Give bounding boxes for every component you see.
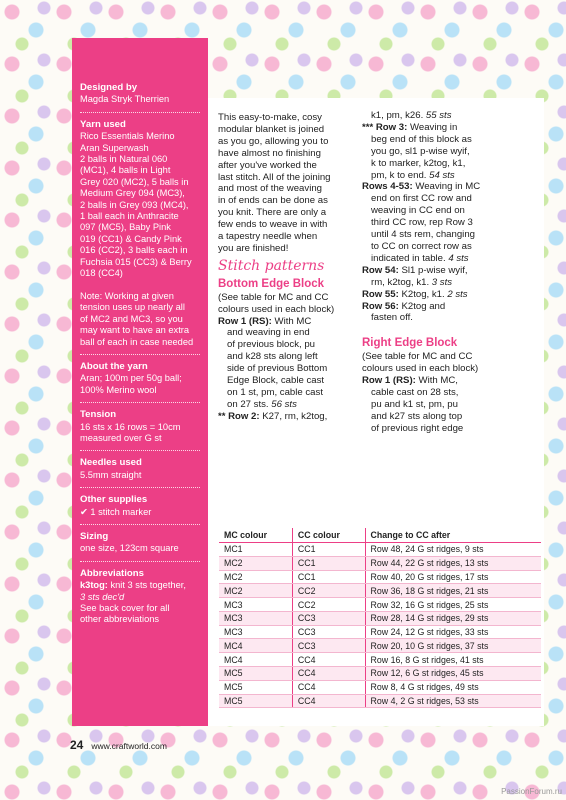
row-text: With MC, xyxy=(415,375,458,387)
table-cell: Row 16, 8 G st ridges, 41 sts xyxy=(365,653,541,667)
sidebar-heading: Tension xyxy=(80,409,117,421)
text-column-1 xyxy=(218,112,358,423)
bottom-edge-note: (See table for MC and CC colours used in each block) xyxy=(218,291,335,315)
stitch-count: 4 sts xyxy=(448,252,469,264)
intro-text: This easy-to-make, cosy modular blanket is joined as you go, allowing you to have almost no finishing after you've worked the last stitch. All of the joining and most of the weaving in of ends can be done as you knit. There are only a few ends to weave in with a tapestry needle when you are finished! xyxy=(218,112,331,254)
colour-change-table xyxy=(219,528,541,708)
table-row xyxy=(219,570,541,584)
stitch-count: 56 sts xyxy=(271,398,297,410)
table-cell: Row 8, 4 G st ridges, 49 sts xyxy=(365,680,541,694)
stitch-count: 55 sts xyxy=(425,110,452,121)
table-cell: CC3 xyxy=(292,625,365,639)
right-edge-heading: Right Edge Block xyxy=(362,337,458,350)
table-cell: MC2 xyxy=(219,556,292,570)
sidebar-section-abbreviations xyxy=(80,568,200,632)
table-cell: Row 48, 24 G st ridges, 9 sts xyxy=(365,543,541,557)
row-text: K2tog, k1. xyxy=(398,288,448,300)
abbr-term: k3tog: xyxy=(80,580,108,591)
abbr-note: 3 sts dec'd xyxy=(80,591,125,602)
table-cell: MC2 xyxy=(219,570,292,584)
row-text: With MC xyxy=(271,315,312,327)
table-row xyxy=(219,584,541,598)
footer-website: www.craftworld.com xyxy=(91,741,167,751)
table-cell: MC4 xyxy=(219,653,292,667)
table-row xyxy=(219,680,541,694)
stitch-count: 3 sts xyxy=(431,276,453,288)
table-cell: Row 4, 2 G st ridges, 53 sts xyxy=(365,694,541,708)
table-cell: MC3 xyxy=(219,611,292,625)
sidebar-heading: Designed by xyxy=(80,82,138,93)
row-text: end on first CC row and weaving in CC end on third CC row, rep Row 3 until 4 sts rem, changing to CC on correct row as indicated in table. xyxy=(371,193,475,264)
table-cell: MC3 xyxy=(219,598,292,612)
table-cell: Row 44, 22 G st ridges, 13 sts xyxy=(365,556,541,570)
sidebar-heading: Needles used xyxy=(80,457,142,469)
row-label: Row 55: xyxy=(362,288,399,300)
table-cell: CC1 xyxy=(292,543,365,557)
table-cell: CC4 xyxy=(292,667,365,681)
table-row xyxy=(219,694,541,708)
row-text: Weaving in xyxy=(407,121,458,133)
table-cell: Row 40, 20 G st ridges, 17 sts xyxy=(365,570,541,584)
table-cell: Row 28, 14 G st ridges, 29 sts xyxy=(365,611,541,625)
sidebar-heading: About the yarn xyxy=(80,360,148,372)
table-cell: CC2 xyxy=(292,584,365,598)
watermark: PassionForum.ru xyxy=(501,787,562,796)
column-header: Change to CC after xyxy=(365,528,541,543)
sidebar-section-supplies xyxy=(80,494,200,525)
table-row xyxy=(219,556,541,570)
bottom-edge-heading: Bottom Edge Block xyxy=(218,277,325,290)
table-cell: CC1 xyxy=(292,556,365,570)
table-cell: Row 20, 10 G st ridges, 37 sts xyxy=(365,639,541,653)
table-cell: Row 24, 12 G st ridges, 33 sts xyxy=(365,625,541,639)
sidebar-text: 5.5mm straight xyxy=(80,469,142,480)
table-cell: Row 36, 18 G st ridges, 21 sts xyxy=(365,584,541,598)
row-text: k1, pm, k26. xyxy=(371,110,426,121)
table-cell: MC5 xyxy=(219,680,292,694)
row-label: Row 54: xyxy=(362,264,399,276)
table-cell: MC2 xyxy=(219,584,292,598)
table-header-row xyxy=(219,528,541,543)
sidebar-heading: Abbreviations xyxy=(80,567,144,579)
sidebar-heading: Other supplies xyxy=(80,494,148,506)
sidebar-text: Magda Stryk Therrien xyxy=(80,94,170,105)
sidebar-section-designer xyxy=(80,82,200,113)
table-cell: CC3 xyxy=(292,639,365,653)
sidebar-section-yarn xyxy=(80,119,200,355)
polka-dot-strip xyxy=(0,38,72,726)
stitch-patterns-heading: Stitch patterns xyxy=(218,257,325,274)
sidebar-text: 16 sts x 16 rows = 10cm measured over G st xyxy=(80,421,181,443)
row-label: Rows 4-53: xyxy=(362,181,413,193)
table-cell: MC5 xyxy=(219,667,292,681)
abbr-more: See back cover for all other abbreviations xyxy=(80,603,170,625)
row-text: rm, k2tog, k1. xyxy=(371,276,432,288)
abbr-def: knit 3 sts together, xyxy=(107,580,186,591)
table-row xyxy=(219,598,541,612)
table-cell: Row 32, 16 G st ridges, 25 sts xyxy=(365,598,541,612)
row-text: and weaving in end of previous block, pu and k28 sts along left side of previous Bottom Edge Block, cable cast on 1 st, pm, cable cast on 27 sts. xyxy=(227,327,328,410)
table-row xyxy=(219,625,541,639)
column-header: CC colour xyxy=(292,528,365,543)
table-cell: MC4 xyxy=(219,639,292,653)
sidebar-text: Rico Essentials Merino Aran Superwash 2 balls in Natural 060 (MC1), 4 balls in Light Grey 020 (MC2), 5 balls in Medium Grey 094 (MC3), 2 balls in Grey 093 (MC4), 1 ball each in Anthracite 097 (MC5), Baby Pink 019 (CC1) & Candy Pink 016 (CC2), 3 balls each in Fuchsia 015 (CC3) & Berry 018 (CC4) Note: Working at given tension uses up nearly all of MC2 and MC3, so you may want to have an extra ball of each in case needed xyxy=(80,131,194,347)
table-cell: CC3 xyxy=(292,611,365,625)
right-edge-note: (See table for MC and CC colours used in each block) xyxy=(362,351,479,375)
table-row xyxy=(219,653,541,667)
sidebar-section-about-yarn xyxy=(80,361,200,403)
row-text: Weaving in MC xyxy=(412,181,481,193)
row-label: Row 1 (RS): xyxy=(218,315,272,327)
row-text: K2tog and xyxy=(398,300,446,312)
table-cell: MC3 xyxy=(219,625,292,639)
row-text: Sl1 p-wise wyif, xyxy=(398,264,468,276)
row-text: fasten off. xyxy=(371,312,413,324)
row-text: cable cast on 28 sts, pu and k1 st, pm, pu and k27 sts along top of previous right edge xyxy=(371,386,464,434)
table-cell: CC2 xyxy=(292,598,365,612)
row-text: beg end of this block as you go, sl1 p-wise wyif, k to marker, k2tog, k1, pm, k to end. xyxy=(371,133,472,181)
stitch-count: 54 sts xyxy=(429,169,455,181)
table-cell: CC4 xyxy=(292,694,365,708)
table-row xyxy=(219,543,541,557)
column-header: MC colour xyxy=(219,528,292,543)
page-footer xyxy=(70,738,167,752)
page-number: 24 xyxy=(70,738,84,752)
row-label: Row 1 (RS): xyxy=(362,375,416,387)
stitch-count: 2 sts xyxy=(447,288,468,300)
row-label: *** Row 3: xyxy=(362,121,408,133)
table-cell: MC1 xyxy=(219,543,292,557)
sidebar-heading: Sizing xyxy=(80,531,109,542)
sidebar-text: one size, 123cm square xyxy=(80,543,179,554)
table-cell: CC4 xyxy=(292,653,365,667)
sidebar-section-sizing xyxy=(80,531,200,562)
sidebar-section-needles xyxy=(80,457,200,488)
sidebar-text: ✔ 1 stitch marker xyxy=(80,506,152,517)
table-row xyxy=(219,667,541,681)
table-row xyxy=(219,611,541,625)
row-label: ** Row 2: xyxy=(218,410,260,422)
row-label: Row 56: xyxy=(362,300,399,312)
table-cell: MC5 xyxy=(219,694,292,708)
table-row xyxy=(219,639,541,653)
info-sidebar xyxy=(72,38,208,726)
sidebar-text: Aran; 100m per 50g ball; 100% Merino wool xyxy=(80,373,182,395)
table-cell: CC1 xyxy=(292,570,365,584)
table-cell: CC4 xyxy=(292,680,365,694)
sidebar-section-tension xyxy=(80,409,200,451)
text-column-2 xyxy=(362,110,540,435)
sidebar-heading: Yarn used xyxy=(80,118,126,130)
row-text: K27, rm, k2tog, xyxy=(259,410,328,422)
table-cell: Row 12, 6 G st ridges, 45 sts xyxy=(365,667,541,681)
